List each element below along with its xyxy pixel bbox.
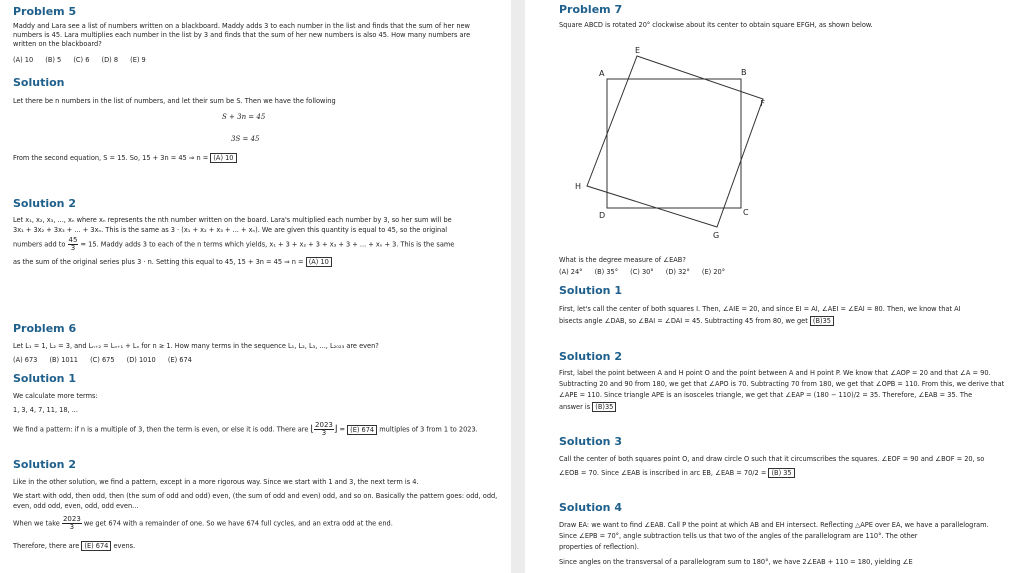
choice-a: (A) 673 [13, 356, 38, 364]
choice-b: (B) 5 [45, 56, 62, 64]
p5-solution-2-text-1: Let x₁, x₂, x₃, ..., xₙ where xₙ represents the nth number written on the board. Lara's multiplied each number by 3, so her sum will be [13, 216, 452, 224]
label-e: E [635, 46, 641, 55]
p5-solution-title: Solution [13, 76, 65, 89]
square-efgh [587, 56, 763, 227]
choice-d: (D) 1010 [126, 356, 156, 364]
p5-solution-text-2: From the second equation, S = 15. So, 15 + 3n = 45 ⇒ n = (A) 10 [13, 154, 237, 163]
p6-solution-2-title: Solution 2 [13, 458, 76, 471]
p6-solution-2-text-4: When we take $\frac{2023}{3}$ we get 674 with a remainder of one. So we have 674 full cycles, and an extra odd at the end. [13, 515, 393, 531]
p7-solution-1-title: Solution 1 [559, 284, 622, 297]
choice-d: (D) 8 [101, 56, 119, 64]
p7-solution-3-text-1: Call the center of both squares point O, and draw circle O such that it circumscribes the squares. ∠EOF = 90 and ∠BOF = 20, so [559, 455, 985, 463]
p6-solution-2-text-2: We start with odd, then odd, then (the sum of odd and odd) even, (the sum of odd and even) odd, and so on. Basically the pattern goes: odd, odd, [13, 492, 498, 500]
p7-solution-2-text-2: Subtracting 20 and 90 from 180, we get that ∠APO is 70. Subtracting 70 from 180, we get that ∠OPB = 110. From this, we derive that [559, 380, 1005, 388]
choice-e: (E) 674 [167, 356, 192, 364]
right-page [525, 0, 1024, 573]
label-c: C [743, 208, 749, 217]
problem-5-choices [13, 56, 156, 65]
answer-box: (B)35 [592, 402, 616, 412]
p7-solution-4-text-4: Since angles on the transversal of a parallelogram sum to 180°, we have 2∠EAB + 110 = 180, yielding ∠E [559, 558, 913, 566]
p6-solution-2-text-1: Like in the other solution, we find a pattern, except in a more rigorous way. Since we start with 1 and 3, the next term is 4. [13, 478, 419, 486]
choice-b: (B) 35° [594, 268, 619, 276]
problem-6-choices [13, 356, 202, 365]
answer-box: (A) 10 [306, 257, 332, 267]
fraction: $\frac{2023}{3}$ [62, 515, 81, 531]
p7-solution-2-title: Solution 2 [559, 350, 622, 363]
rotated-squares-diagram [575, 44, 765, 240]
p6-solution-2-text-3: even, odd odd, even, odd, odd even... [13, 502, 139, 510]
p7-solution-3-text-2: ∠EOB = 70. Since ∠EAB is inscribed in arc EB, ∠EAB = 70/2 = (B) 35 [559, 469, 795, 478]
problem-5-title: Problem 5 [13, 5, 77, 18]
p5-equation-2: 3S = 45 [231, 135, 260, 143]
problem-7-question: What is the degree measure of ∠EAB? [559, 256, 686, 264]
problem-7-title: Problem 7 [559, 3, 623, 16]
label-d: D [599, 211, 606, 220]
p6-solution-2-text-5: Therefore, there are (E) 674 evens. [13, 542, 136, 550]
p6-solution-1-title: Solution 1 [13, 372, 76, 385]
square-abcd [607, 79, 741, 208]
answer-box: (B) 35 [768, 468, 794, 478]
answer-box: (E) 674 [347, 425, 377, 435]
problem-5-text-1: Maddy and Lara see a list of numbers written on a blackboard. Maddy adds 3 to each number in the list and finds that the sum of her new [13, 22, 470, 30]
choice-a: (A) 24° [559, 268, 583, 276]
problem-5-text-2: numbers is 45. Lara multiplies each number in the list by 3 and finds that the sum of her new numbers is also 45. How many numbers are [13, 31, 471, 39]
p6-solution-1-text-3: We find a pattern: if n is a multiple of 3, then the term is even, or else it is odd. There are ⌊ $\frac{2023}{3}$ ⌋ = (E) 674 multiples of 3 from 1 to 2023. [13, 421, 478, 437]
p7-solution-3-title: Solution 3 [559, 435, 622, 448]
p7-solution-2-text-3: ∠APE = 110. Since triangle APE is an isosceles triangle, we get that ∠EAP = (180 − 110)/2 = 35. Therefore, ∠EAB = 35. The [559, 391, 973, 399]
p7-solution-1-text-2: bisects angle ∠DAB, so ∠BAI = ∠DAI = 45. Subtracting 45 from 80, we get (B)35 [559, 317, 834, 326]
choice-a: (A) 10 [13, 56, 34, 64]
p6-solution-1-text-1: We calculate more terms: [13, 392, 98, 400]
p6-solution-1-text-2: 1, 3, 4, 7, 11, 18, ... [13, 406, 79, 414]
answer-box: (A) 10 [210, 153, 236, 163]
choice-c: (C) 6 [73, 56, 90, 64]
label-h: H [575, 182, 582, 191]
p5-solution-2-text-4: as the sum of the original series plus 3 · n. Setting this equal to 45, 15 + 3n = 45 ⇒ n = (A) 10 [13, 258, 332, 267]
p7-solution-4-text-1: Draw EA: we want to find ∠EAB. Call P the point at which AB and EH intersect. Reflecting △APE over EA, we have a parallelogram. [559, 521, 989, 529]
choice-c: (C) 675 [90, 356, 115, 364]
p5-solution-text-1: Let there be n numbers in the list of numbers, and let their sum be S. Then we have the following [13, 97, 336, 105]
label-g: G [713, 231, 720, 240]
answer-box: (E) 674 [81, 541, 111, 551]
label-a: A [599, 69, 605, 78]
p7-solution-2-text-1: First, label the point between A and H point O and the point between A and H point P. We know that ∠AOP = 20 and that ∠A = 90. [559, 369, 991, 377]
problem-7-text-1: Square ABCD is rotated 20° clockwise about its center to obtain square EFGH, as shown below. [559, 21, 873, 29]
p7-solution-2-text-4: answer is (B)35 [559, 403, 616, 412]
choice-e: (E) 9 [130, 56, 146, 64]
choice-c: (C) 30° [630, 268, 654, 276]
problem-5-text-3: written on the blackboard? [13, 40, 102, 48]
p7-solution-1-text-1: First, let's call the center of both squares I. Then, ∠AIE = 20, and since EI = AI, ∠AEI = ∠EAI = 80. Then, we know that AI [559, 305, 961, 313]
p5-equation-1: S + 3n = 45 [222, 113, 266, 121]
problem-7-choices [559, 268, 735, 277]
p5-solution-2-text-3: numbers add to $\frac{45}{3}$ = 15. Maddy adds 3 to each of the n terms which yields, x₁ + 3 + x₂ + 3 + x₃ + 3 + ... + xₙ + 3. This is the same [13, 236, 455, 252]
choice-e: (E) 20° [701, 268, 726, 276]
p5-solution-2-title: Solution 2 [13, 197, 76, 210]
label-b: B [741, 68, 747, 77]
p7-solution-4-text-3: properties of reflection). [559, 543, 639, 551]
label-f: F [760, 99, 765, 108]
choice-d: (D) 32° [665, 268, 690, 276]
problem-6-title: Problem 6 [13, 322, 77, 335]
p7-solution-4-text-2: Since ∠EPB = 70°, angle subtraction tells us that two of the angles of the parallelogram are 110°. The other [559, 532, 918, 540]
p5-solution-2-text-2: 3x₁ + 3x₂ + 3x₃ + ... + 3xₙ. This is the same as 3 · (x₁ + x₂ + x₃ + ... + xₙ). We are given this quantity is equal to 45, so the original [13, 226, 448, 234]
problem-6-text-1: Let L₁ = 1, L₂ = 3, and Lₙ₊₂ = Lₙ₊₁ + Lₙ for n ≥ 1. How many terms in the sequence L₁, L₂, L₃, ..., L₂₀₂₃ are even? [13, 342, 379, 350]
answer-box: (B)35 [810, 316, 834, 326]
fraction: $\frac{45}{3}$ [68, 236, 78, 252]
floor-fraction: $\frac{2023}{3}$ [315, 421, 333, 437]
choice-b: (B) 1011 [49, 356, 78, 364]
left-page [0, 0, 511, 573]
p7-solution-4-title: Solution 4 [559, 501, 622, 514]
